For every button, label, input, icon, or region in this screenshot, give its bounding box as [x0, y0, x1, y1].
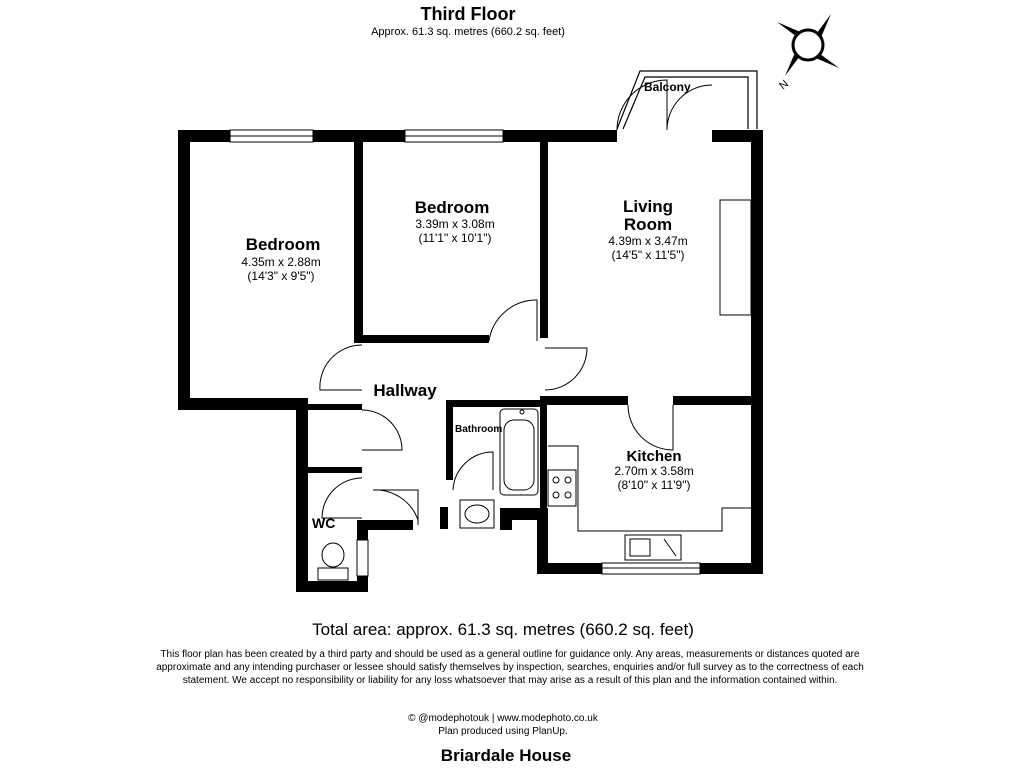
compass-north-label: N	[777, 77, 792, 93]
bedroom-left-metric: 4.35m x 2.88m	[241, 255, 321, 269]
floor-title: Third Floor	[420, 4, 516, 24]
hallway-label: Hallway	[373, 381, 437, 400]
bedroom-middle-imperial: (11'1" x 10'1")	[418, 231, 492, 245]
wc-label: WC	[312, 515, 336, 531]
credit-line-2: Plan produced using PlanUp.	[438, 726, 568, 737]
balcony-label: Balcony	[644, 80, 691, 94]
living-room-metric: 4.39m x 3.47m	[608, 234, 688, 248]
kitchen-metric: 2.70m x 3.58m	[614, 464, 694, 478]
bathroom-label: Bathroom	[455, 424, 503, 435]
total-area: Total area: approx. 61.3 sq. metres (660.2 sq. feet)	[312, 620, 694, 639]
credit	[0, 712, 1006, 738]
living-room-name-line2: Room	[623, 215, 673, 234]
bedroom-left-name: Bedroom	[245, 235, 321, 254]
compass-icon	[777, 14, 839, 92]
credit-line-1: © @modephotouk | www.modephoto.co.uk	[408, 713, 598, 724]
kitchen-imperial: (8'10" x 11'9")	[617, 478, 691, 492]
disclaimer: This floor plan has been created by a third party and should be used as a general outline for guidance only. Any areas, measurements or distances quoted are approximate and any intending purchaser or lessee should satisfy themselves by inspection, searches, enquiries and/or full survey as to the correctness of each statement. We accept no responsibility or liability for any loss whatsoever that may arise as a result of this plan and the information contained within.	[156, 649, 864, 686]
bedroom-middle-name: Bedroom	[414, 198, 490, 217]
living-room-name-line1: Living	[622, 197, 674, 216]
bedroom-left-imperial: (14'3" x 9'5")	[247, 269, 315, 283]
living-room-imperial: (14'5" x 11'5")	[611, 248, 685, 262]
floor-area: Approx. 61.3 sq. metres (660.2 sq. feet)	[371, 26, 565, 38]
kitchen-name: Kitchen	[626, 448, 682, 465]
bedroom-middle-metric: 3.39m x 3.08m	[415, 217, 495, 231]
building-name: Briardale House	[440, 746, 572, 765]
